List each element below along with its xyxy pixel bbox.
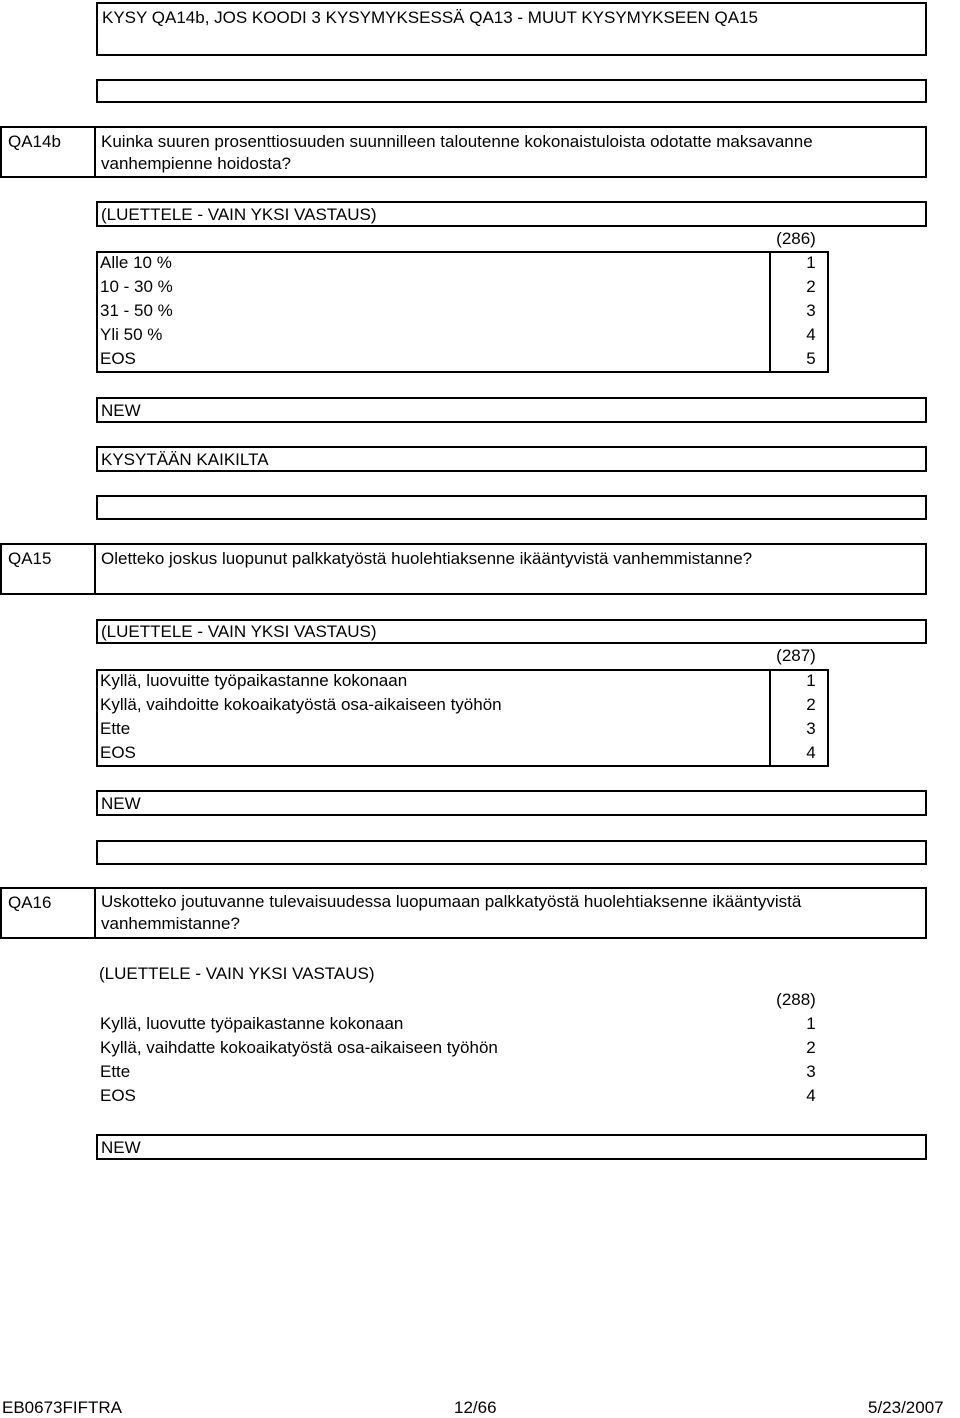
new-label: NEW [101, 401, 141, 420]
option-label: Kyllä, vaihdoitte kokoaikatyöstä osa-aikaiseen työhön [100, 695, 502, 714]
footer-page-number: 12/66 [454, 1398, 497, 1417]
new-box [96, 1134, 927, 1160]
option-code: 2 [806, 277, 816, 296]
option-label: Kyllä, luovuitte työpaikastanne kokonaan [100, 671, 408, 690]
empty-bar [96, 79, 927, 103]
footer-date: 5/23/2007 [868, 1398, 944, 1417]
new-label: NEW [101, 1138, 141, 1157]
instruction-text: (LUETTELE - VAIN YKSI VASTAUS) [101, 205, 377, 224]
empty-bar [96, 495, 927, 520]
new-label: NEW [101, 794, 141, 813]
option-code: 3 [806, 1062, 816, 1081]
question-text: Kuinka suuren prosenttiosuuden suunnilleen taloutenne kokonaistuloista odotatte maksavanne vanhempienne hoidosta? [101, 132, 813, 173]
option-label: Kyllä, vaihdatte kokoaikatyöstä osa-aikaiseen työhön [100, 1038, 498, 1057]
option-code: 2 [806, 1038, 816, 1057]
header-instruction: KYSY QA14b, JOS KOODI 3 KYSYMYKSESSÄ QA13 - MUUT KYSYMYKSEEN QA15 [102, 8, 759, 27]
instruction-text: (LUETTELE - VAIN YKSI VASTAUS) [99, 964, 375, 983]
instruction-box [96, 201, 927, 227]
options-box [96, 251, 771, 373]
question-text: Uskotteko joutuvanne tulevaisuudessa luopumaan palkkatyöstä huolehtiaksenne ikääntyvistä vanhemmistanne? [101, 892, 802, 933]
question-box [94, 126, 927, 178]
option-code: 1 [806, 1014, 816, 1033]
variable-code: (287) [776, 646, 816, 665]
empty-bar [96, 840, 927, 865]
question-id-box [0, 887, 96, 939]
instruction-box [96, 619, 927, 644]
option-code: 4 [806, 743, 816, 762]
footer-doc-id: EB0673FIFTRA [2, 1398, 122, 1417]
option-code: 1 [806, 671, 816, 690]
header-instruction-box [96, 2, 927, 56]
option-code: 4 [806, 325, 816, 344]
option-label: 10 - 30 % [100, 277, 173, 296]
option-code: 4 [806, 1086, 816, 1105]
question-text: Oletteko joskus luopunut palkkatyöstä huolehtiaksenne ikääntyvistä vanhemmistanne? [101, 549, 753, 568]
question-id: QA15 [8, 549, 52, 568]
option-label: 31 - 50 % [100, 301, 173, 320]
instruction-text: (LUETTELE - VAIN YKSI VASTAUS) [101, 622, 377, 641]
question-id-box [0, 543, 96, 595]
option-label: Alle 10 % [100, 253, 172, 272]
question-id: QA14b [8, 132, 61, 151]
option-label: EOS [100, 743, 136, 762]
option-label: EOS [100, 1086, 136, 1105]
variable-code: (288) [776, 990, 816, 1009]
option-code: 3 [806, 719, 816, 738]
option-code: 5 [806, 349, 816, 368]
option-label: Kyllä, luovutte työpaikastanne kokonaan [100, 1014, 404, 1033]
question-id: QA16 [8, 893, 52, 912]
asked-all-label: KYSYTÄÄN KAIKILTA [101, 450, 269, 469]
option-code: 2 [806, 695, 816, 714]
option-label: EOS [100, 349, 136, 368]
option-label: Ette [100, 1062, 131, 1081]
variable-code: (286) [776, 229, 816, 248]
option-label: Ette [100, 719, 131, 738]
question-box [94, 887, 927, 939]
option-code: 3 [806, 301, 816, 320]
option-label: Yli 50 % [100, 325, 163, 344]
option-code: 1 [806, 253, 816, 272]
new-box [96, 790, 927, 816]
asked-all-box [96, 446, 927, 472]
new-box [96, 397, 927, 423]
question-id-box [0, 126, 96, 178]
question-box [94, 543, 927, 595]
